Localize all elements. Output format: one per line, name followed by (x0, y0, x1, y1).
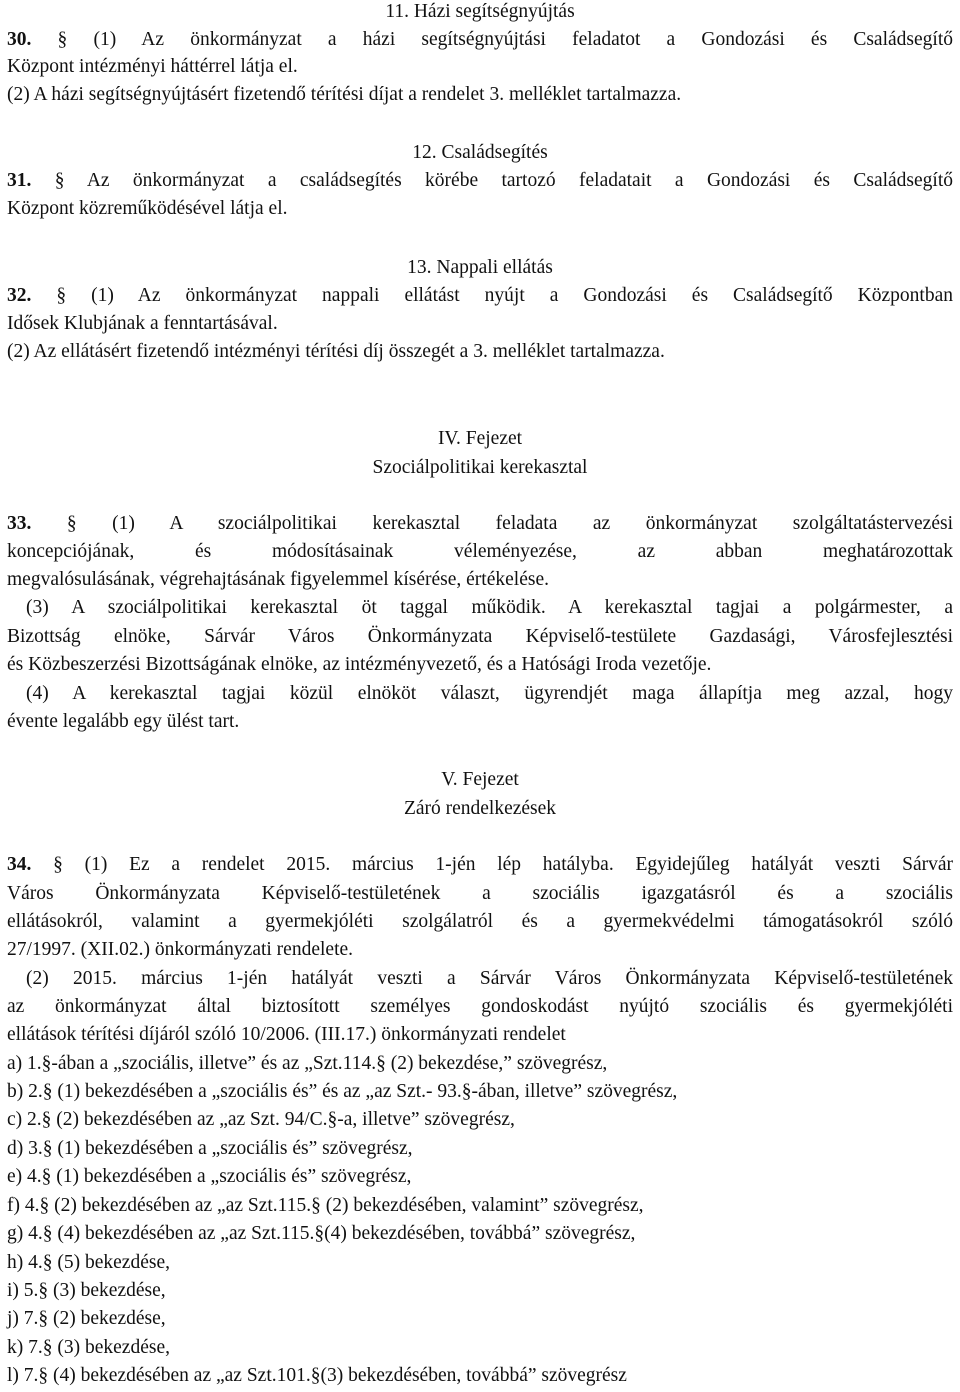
paragraph-34-line: 34. § (1) Ez a rendelet 2015. március 1-jén lép hatályba. Egyidejűleg hatályát veszti Sárvár (7, 854, 953, 875)
paragraph-number: 33. (7, 513, 32, 534)
list-item: a) 1.§-ában a „szociális, illetve” és az „Szt.114.§ (2) bekezdése,” szövegrész, (7, 1053, 608, 1074)
paragraph-number: 30. (7, 29, 32, 50)
list-item: j) 7.§ (2) bekezdése, (7, 1308, 166, 1329)
paragraph-30-line: (2) A házi segítségnyújtásért fizetendő térítési díjat a rendelet 3. melléklet tartalmazza. (7, 84, 682, 105)
list-item: b) 2.§ (1) bekezdésében a „szociális és” és az „az Szt.- 93.§-ában, illetve” szövegrész, (7, 1081, 678, 1102)
paragraph-34-line: (2) 2015. március 1-jén hatályát veszti a Sárvár Város Önkormányzata Képviselő-testületének (26, 968, 953, 989)
list-item: e) 4.§ (1) bekezdésében a „szociális és” szövegrész, (7, 1166, 412, 1187)
paragraph-34-line: ellátások térítési díjáról szóló 10/2006. (III.17.) önkormányzati rendelet (7, 1024, 566, 1045)
list-item: l) 7.§ (4) bekezdésében az „az Szt.101.§(3) bekezdésében, továbbá” szövegrész (7, 1365, 627, 1386)
paragraph-34-line: Város Önkormányzata Képviselő-testületének a szociális igazgatásról és a szociális (7, 883, 953, 904)
paragraph-30-line: 30. § (1) Az önkormányzat a házi segítségnyújtási feladatot a Gondozási és Családsegítő (7, 29, 953, 50)
paragraph-34-line: az önkormányzat által biztosított személyes gondoskodást nyújtó szociális és gyermekjóléti (7, 996, 953, 1017)
chapter-title-v: V. Fejezet (441, 769, 519, 790)
list-item: g) 4.§ (4) bekezdésében az „az Szt.115.§(4) bekezdésében, továbbá” szövegrész, (7, 1223, 636, 1244)
list-item: i) 5.§ (3) bekezdése, (7, 1280, 166, 1301)
paragraph-33-line: és Közbeszerzési Bizottságának elnöke, az intézményvezető, és a Hatósági Iroda vezetője. (7, 654, 712, 675)
chapter-subtitle-iv: Szociálpolitikai kerekasztal (372, 457, 588, 478)
list-item: f) 4.§ (2) bekezdésében az „az Szt.115.§ (2) bekezdésében, valamint” szövegrész, (7, 1195, 644, 1216)
paragraph-32-line: 32. § (1) Az önkormányzat nappali ellátást nyújt a Gondozási és Családsegítő Központban (7, 285, 953, 306)
chapter-subtitle-v: Záró rendelkezések (403, 798, 557, 819)
paragraph-number: 31. (7, 170, 32, 191)
paragraph-34-line: 27/1997. (XII.02.) önkormányzati rendelete. (7, 939, 354, 960)
paragraph-32-line: (2) Az ellátásért fizetendő intézményi térítési díj összegét a 3. melléklet tartalmazza. (7, 341, 665, 362)
paragraph-number: 34. (7, 854, 32, 875)
paragraph-number: 32. (7, 285, 32, 306)
paragraph-34-line: ellátásokról, valamint a gyermekjóléti szolgálatról és a gyermekvédelmi támogatásokról szóló (7, 911, 953, 932)
paragraph-33-line: évente legalább egy ülést tart. (7, 711, 240, 732)
paragraph-33-line: (3) A szociálpolitikai kerekasztal öt taggal működik. A kerekasztal tagjai a polgármester, a (26, 597, 953, 618)
paragraph-33-line: 33. § (1) A szociálpolitikai kerekasztal feladata az önkormányzat szolgáltatástervezési (7, 513, 953, 534)
paragraph-33-line: (4) A kerekasztal tagjai közül elnököt választ, ügyrendjét maga állapítja meg azzal, hogy (26, 683, 953, 704)
paragraph-33-line: Bizottság elnöke, Sárvár Város Önkormányzata Képviselő-testülete Gazdasági, Városfejlesztési (7, 626, 953, 647)
section-heading-12: 12. Családsegítés (412, 142, 548, 163)
chapter-title-iv: IV. Fejezet (437, 428, 523, 449)
paragraph-33-line: koncepciójának, és módosításainak véleményezése, az abban meghatározottak (7, 541, 953, 562)
paragraph-31-line: Központ közreműködésével látja el. (7, 198, 288, 219)
section-heading-13: 13. Nappali ellátás (407, 257, 553, 278)
paragraph-31-line: 31. § Az önkormányzat a családsegítés körébe tartozó feladatait a Gondozási és Családsegítő (7, 170, 954, 191)
list-item: k) 7.§ (3) bekezdése, (7, 1337, 170, 1358)
list-item: h) 4.§ (5) bekezdése, (7, 1252, 170, 1273)
paragraph-33-line: megvalósulásának, végrehajtásának figyelemmel kísérése, értékelése. (7, 569, 549, 590)
list-item: d) 3.§ (1) bekezdésében a „szociális és” szövegrész, (7, 1138, 413, 1159)
section-heading-11: 11. Házi segítségnyújtás (385, 1, 575, 22)
list-item: c) 2.§ (2) bekezdésében az „az Szt. 94/C.§-a, illetve” szövegrész, (7, 1109, 515, 1130)
paragraph-30-line: Központ intézményi háttérrel látja el. (7, 56, 298, 77)
paragraph-32-line: Idősek Klubjának a fenntartásával. (7, 313, 278, 334)
